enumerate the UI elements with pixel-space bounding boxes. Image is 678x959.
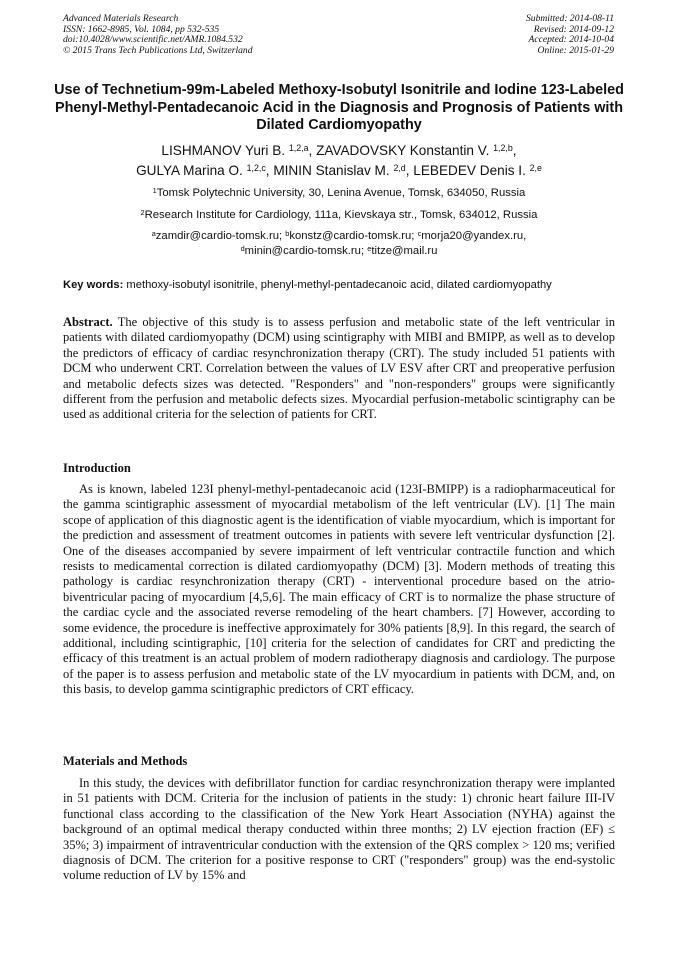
date-submitted: Submitted: 2014-08-11 <box>525 13 614 24</box>
journal-copyright: © 2015 Trans Tech Publications Ltd, Switzerland <box>63 44 253 56</box>
journal-doi: doi:10.4028/www.scientific.net/AMR.1084.532 <box>63 34 243 46</box>
affiliation-2: $^2$Research Institute for Cardiology, 111a, Kievskaya str., Tomsk, 634012, Russia <box>140 207 538 221</box>
introduction-heading: Introduction <box>63 461 131 475</box>
journal-issn: ISSN: 1662-8985, Vol. 1084, pp 532-535 <box>63 23 220 35</box>
date-online: Online: 2015-01-29 <box>537 44 614 56</box>
author: LEBEDEV Denis I. $^{2,e}$ <box>413 163 542 178</box>
abstract-label: Abstract. <box>63 315 113 329</box>
affiliation-1: $^1$Tomsk Polytechnic University, 30, Lenina Avenue, Tomsk, 634050, Russia <box>152 185 526 199</box>
email: $^a$zamdir@cardio-tomsk.ru; <box>151 228 286 242</box>
materials-methods-text: In this study, the devices with defibrillator function for cardiac resynchronization therapy were implanted in 51 patients with DCM. Criteria for the inclusion of patients in the study: 1) chronic heart failure III-IV functional class according to the classification of the New York Heart Association (NYHA) against the background of an optimal medical therapy conducted within three months; 2) LV ejection fraction (EF) ≤ 35%; 3) impairment of intraventricular conduction with the extension of the QRS complex > 120 ms; verified diagnosis of DCM. The criterion for a positive response to CRT ("responders" group) was the end-systolic volume reduction of LV by 15% and <box>63 776 615 883</box>
author: LISHMANOV Yuri B. $^{1,2,a}$, <box>161 143 317 158</box>
abstract <box>63 315 615 423</box>
email: $^d$minin@cardio-tomsk.ru; <box>240 243 368 257</box>
email: $^b$konstz@cardio-tomsk.ru; <box>285 228 418 242</box>
materials-methods-heading: Materials and Methods <box>63 754 188 768</box>
date-revised: Revised: 2014-09-12 <box>533 23 614 35</box>
email: $^e$titze@mail.ru <box>367 243 438 257</box>
author-list <box>40 141 638 181</box>
keywords-label: Key words: <box>63 279 124 291</box>
author: ZAVADOVSKY Konstantin V. $^{1,2,b}$, <box>316 143 517 158</box>
author: GULYA Marina O. $^{1,2,c}$, <box>136 163 274 178</box>
keywords-text: methoxy-isobutyl isonitrile, phenyl-methyl-pentadecanoic acid, dilated cardiomyopathy <box>126 279 552 291</box>
author-emails <box>40 229 638 259</box>
email: $^c$morja20@yandex.ru, <box>417 228 527 242</box>
keywords <box>63 278 623 292</box>
journal-name: Advanced Materials Research <box>63 13 179 24</box>
submission-dates <box>526 14 614 56</box>
journal-info <box>63 14 253 56</box>
author: MININ Stanislav M. $^{2,d}$, <box>273 163 414 178</box>
introduction-text: As is known, labeled 123I phenyl-methyl-pentadecanoic acid (123I-BMIPP) is a radiopharmaceutical for the gamma scintigraphic assessment of myocardial metabolism of the left ventricular (LV). [1] The main scope of application of this diagnostic agent is the identification of viable myocardium, which is important for the prediction and assessment of treatment outcomes in patients with severe left ventricular dysfunction [2]. One of the diseases accompanied by severe impairment of left ventricular contractile function and which resists to medicamental correction is dilated cardiomyopathy (DCM) [3]. Modern methods of treating this pathology is cardiac resynchronization therapy (CRT) - interventional procedure based on the atrio-biventricular pacing of myocardium [4,5,6]. The main efficacy of CRT is to normalize the phase structure of the cardiac cycle and the associated reverse remodeling of the heart chambers. [7] However, according to some evidence, the procedure is ineffective approximately for 30% patients [8,9]. In this regard, the search of additional, including scintigraphic, [10] criteria for the selection of candidates for CRT and predicting the efficacy of this treatment is an actual problem of modern radiotherapy diagnosis and cardiology. The purpose of the paper is to assess perfusion and metabolic state of the LV myocardium in patients with DCM, and, on this basis, to develop gamma scintigraphic predictors of CRT efficacy. <box>63 482 615 697</box>
date-accepted: Accepted: 2014-10-04 <box>528 34 614 46</box>
abstract-text: The objective of this study is to assess perfusion and metabolic state of the left ventricular in patients with dilated cardiomyopathy (DCM) using scintigraphy with MIBI and BMIPP, as well as to develop the predictors of efficacy of cardiac resynchronization therapy (CRT). The study included 51 patients with DCM who underwent CRT. Correlation between the values of LV ESV after CRT and preoperative perfusion and metabolic defects sizes was detected. "Responders" and "non-responders" groups were significantly different from the perfusion and metabolic defects sizes. Myocardial perfusion-metabolic scintigraphy can be used as additional criteria for the selection of patients for CRT. <box>63 315 615 422</box>
paper-title: Use of Technetium-99m-Labeled Methoxy-Isobutyl Isonitrile and Iodine 123-Labeled Phenyl-Methyl-Pentadecanoic Acid in the Diagnosis and Prognosis of Patients with Dilated Cardiomyopathy <box>54 82 624 134</box>
